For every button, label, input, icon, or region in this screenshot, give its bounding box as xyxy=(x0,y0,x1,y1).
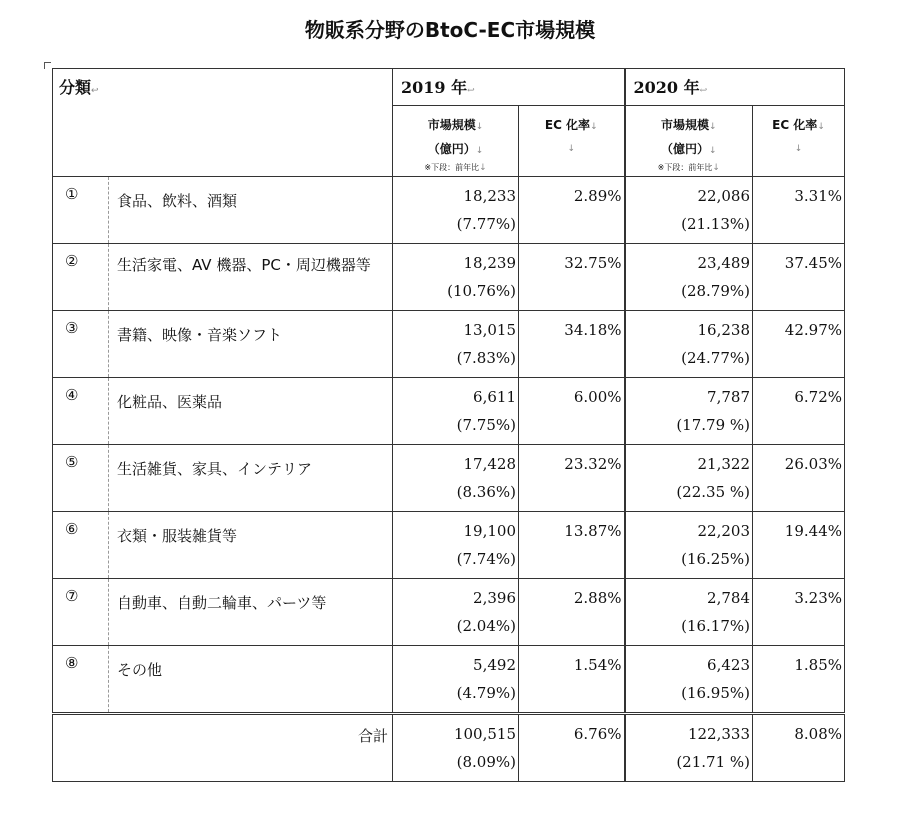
header-market-size-2020: 市場規模↓ （億円）↓ ※下段：前年比↓ xyxy=(625,106,753,177)
note-label: ※下段：前年比 xyxy=(424,163,480,172)
total-growth: (8.09%) xyxy=(456,753,516,771)
row-category: 書籍、映像・音楽ソフト xyxy=(117,326,283,344)
row-value-2019-cell xyxy=(393,378,519,445)
row-value-2020-cell xyxy=(625,177,753,244)
row-rate-2020-cell xyxy=(753,445,845,512)
ec-rate-label: EC 化率 xyxy=(544,118,591,132)
row-rate-2020-cell xyxy=(753,244,845,311)
market-size-label: 市場規模 xyxy=(427,118,476,132)
row-value-2019-cell xyxy=(393,311,519,378)
header-ec-rate-2020: EC 化率↓ ↓ xyxy=(753,106,845,177)
row-growth-2020: (17.79 %) xyxy=(676,416,750,434)
header-ec-rate-2019: EC 化率↓ ↓ xyxy=(519,106,625,177)
page-title: 物販系分野のBtoC-EC市場規模 xyxy=(304,18,596,42)
row-value-2020-cell xyxy=(625,244,753,311)
row-growth-2020: (24.77%) xyxy=(681,349,750,367)
total-value: 122,333 xyxy=(687,725,750,743)
row-value-2020: 23,489 xyxy=(697,254,750,272)
ec-rate-label: EC 化率 xyxy=(772,118,818,132)
note-label: ※下段：前年比 xyxy=(657,163,713,172)
row-growth-2019: (8.36%) xyxy=(456,483,516,501)
row-rate-2019: 13.87% xyxy=(564,522,622,540)
header-year-2020-label: 2020 年 xyxy=(633,78,700,97)
table-row xyxy=(53,579,845,646)
total-value-2019 xyxy=(393,714,519,782)
row-value-2020: 7,787 xyxy=(707,388,750,406)
row-number-cell xyxy=(53,579,109,646)
row-value-2019: 5,492 xyxy=(473,656,516,674)
row-rate-2020-cell xyxy=(753,512,845,579)
table-row xyxy=(53,512,845,579)
row-growth-2019: (7.83%) xyxy=(456,349,516,367)
row-value-2020-cell xyxy=(625,378,753,445)
row-category: その他 xyxy=(117,661,163,679)
header-year-2019: 2019 年↩ xyxy=(393,69,625,106)
row-value-2020-cell xyxy=(625,512,753,579)
row-category-cell xyxy=(109,646,393,714)
row-value-2020-cell xyxy=(625,646,753,714)
row-growth-2020: (28.79%) xyxy=(681,282,750,300)
row-value-2019-cell xyxy=(393,579,519,646)
row-value-2020: 6,423 xyxy=(707,656,750,674)
row-value-2020-cell xyxy=(625,445,753,512)
row-growth-2020: (16.95%) xyxy=(681,684,750,702)
row-rate-2020-cell xyxy=(753,646,845,714)
row-rate-2020: 42.97% xyxy=(784,321,842,339)
row-growth-2019: (10.76%) xyxy=(447,282,516,300)
row-number: ③ xyxy=(65,319,79,337)
total-row xyxy=(53,714,845,782)
row-rate-2019-cell xyxy=(519,378,625,445)
row-category: 化粧品、医薬品 xyxy=(117,393,223,411)
row-value-2019: 18,233 xyxy=(463,187,516,205)
row-value-2019: 19,100 xyxy=(463,522,516,540)
total-value-2020 xyxy=(625,714,753,782)
row-value-2019: 18,239 xyxy=(463,254,516,272)
total-rate-2020 xyxy=(753,714,845,782)
table-row xyxy=(53,311,845,378)
row-value-2020-cell xyxy=(625,311,753,378)
table-row xyxy=(53,445,845,512)
row-value-2019-cell xyxy=(393,646,519,714)
row-number-cell xyxy=(53,244,109,311)
row-rate-2020-cell xyxy=(753,311,845,378)
row-category-cell xyxy=(109,244,393,311)
row-growth-2020: (16.17%) xyxy=(681,617,750,635)
row-rate-2019-cell xyxy=(519,512,625,579)
row-category-cell xyxy=(109,311,393,378)
total-value: 100,515 xyxy=(453,725,516,743)
header-year-2020: 2020 年↩ xyxy=(625,69,845,106)
row-category-cell xyxy=(109,512,393,579)
row-growth-2019: (2.04%) xyxy=(456,617,516,635)
row-growth-2020: (21.13%) xyxy=(681,215,750,233)
row-value-2019: 2,396 xyxy=(473,589,516,607)
row-number-cell xyxy=(53,512,109,579)
table-row xyxy=(53,177,845,244)
unit-label: （億円） xyxy=(427,142,476,156)
row-rate-2019: 34.18% xyxy=(564,321,622,339)
row-rate-2019: 2.89% xyxy=(573,187,622,205)
row-growth-2019: (4.79%) xyxy=(456,684,516,702)
header-year-2019-label: 2019 年 xyxy=(401,78,468,97)
table-row xyxy=(53,378,845,445)
row-category: 衣類・服装雑貨等 xyxy=(117,527,238,545)
row-value-2020: 16,238 xyxy=(697,321,750,339)
row-value-2019-cell xyxy=(393,244,519,311)
table-row xyxy=(53,244,845,311)
row-number-cell xyxy=(53,378,109,445)
row-growth-2019: (7.75%) xyxy=(456,416,516,434)
row-rate-2019: 2.88% xyxy=(573,589,622,607)
header-row-years xyxy=(53,69,845,106)
row-growth-2020: (16.25%) xyxy=(681,550,750,568)
row-rate-2019-cell xyxy=(519,579,625,646)
row-value-2020: 22,203 xyxy=(697,522,750,540)
row-number: ① xyxy=(65,185,79,203)
row-value-2019: 13,015 xyxy=(463,321,516,339)
row-rate-2020: 26.03% xyxy=(784,455,842,473)
row-growth-2019: (7.74%) xyxy=(456,550,516,568)
row-number: ④ xyxy=(65,386,79,404)
header-market-size-2019: 市場規模↓ （億円）↓ ※下段：前年比↓ xyxy=(393,106,519,177)
row-rate-2019: 23.32% xyxy=(564,455,622,473)
row-rate-2020: 1.85% xyxy=(794,656,842,674)
row-value-2019-cell xyxy=(393,177,519,244)
header-category: 分類↩ xyxy=(53,69,393,177)
row-value-2020-cell xyxy=(625,579,753,646)
row-growth-2019: (7.77%) xyxy=(456,215,516,233)
row-category-cell xyxy=(109,378,393,445)
row-value-2019-cell xyxy=(393,512,519,579)
row-value-2020: 22,086 xyxy=(697,187,750,205)
row-rate-2019-cell xyxy=(519,244,625,311)
total-rate: 8.08% xyxy=(794,725,842,743)
row-number: ② xyxy=(65,252,79,270)
row-number: ⑦ xyxy=(65,587,79,605)
row-category-cell xyxy=(109,579,393,646)
row-value-2019-cell xyxy=(393,445,519,512)
table-row xyxy=(53,646,845,714)
row-rate-2019-cell xyxy=(519,177,625,244)
table-corner-mark xyxy=(44,62,51,69)
row-category-cell xyxy=(109,445,393,512)
row-number-cell xyxy=(53,646,109,714)
row-rate-2020-cell xyxy=(753,378,845,445)
total-rate-2019 xyxy=(519,714,625,782)
row-value-2020: 21,322 xyxy=(697,455,750,473)
total-rate: 6.76% xyxy=(573,725,622,743)
row-rate-2020: 37.45% xyxy=(784,254,842,272)
ec-market-table xyxy=(52,68,845,782)
row-number-cell xyxy=(53,177,109,244)
row-category: 生活雑貨、家具、インテリア xyxy=(117,460,313,478)
row-rate-2019-cell xyxy=(519,445,625,512)
row-rate-2019: 32.75% xyxy=(564,254,622,272)
row-value-2019: 17,428 xyxy=(463,455,516,473)
row-value-2020: 2,784 xyxy=(707,589,750,607)
row-value-2019: 6,611 xyxy=(473,388,516,406)
row-rate-2020: 3.31% xyxy=(794,187,842,205)
row-category: 生活家電、AV 機器、PC・周辺機器等 xyxy=(117,256,371,274)
row-rate-2020: 19.44% xyxy=(784,522,842,540)
row-rate-2019-cell xyxy=(519,311,625,378)
total-growth: (21.71 %) xyxy=(676,753,750,771)
row-number: ⑧ xyxy=(65,654,79,672)
row-category-cell xyxy=(109,177,393,244)
row-number: ⑤ xyxy=(65,453,79,471)
row-rate-2020: 3.23% xyxy=(794,589,842,607)
total-label-cell xyxy=(53,714,393,782)
row-rate-2020-cell xyxy=(753,579,845,646)
row-category: 食品、飲料、酒類 xyxy=(117,192,238,210)
row-number-cell xyxy=(53,445,109,512)
header-category-label: 分類 xyxy=(59,78,92,97)
unit-label: （億円） xyxy=(660,142,709,156)
row-rate-2020: 6.72% xyxy=(794,388,842,406)
row-rate-2019: 1.54% xyxy=(573,656,622,674)
row-number-cell xyxy=(53,311,109,378)
row-category: 自動車、自動二輪車、パーツ等 xyxy=(117,594,327,612)
total-label: 合計 xyxy=(357,727,388,745)
market-size-label: 市場規模 xyxy=(660,118,709,132)
row-rate-2019-cell xyxy=(519,646,625,714)
row-number: ⑥ xyxy=(65,520,79,538)
row-rate-2019: 6.00% xyxy=(573,388,622,406)
row-rate-2020-cell xyxy=(753,177,845,244)
row-growth-2020: (22.35 %) xyxy=(676,483,750,501)
